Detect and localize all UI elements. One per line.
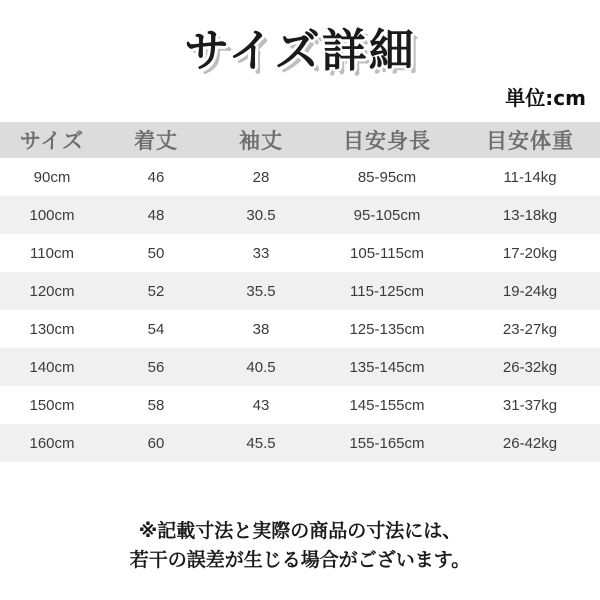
column-header-body-length: 着丈 [104, 122, 208, 158]
table-row [0, 424, 600, 462]
footer-note [0, 517, 600, 574]
table-row [0, 386, 600, 424]
cell-body-length: 50 [104, 234, 208, 272]
cell-sleeve-length: 33 [208, 234, 314, 272]
cell-sleeve-length: 28 [208, 158, 314, 196]
cell-body-length: 54 [104, 310, 208, 348]
cell-weight: 26-42kg [460, 424, 600, 462]
footer-note-line-2: 若干の誤差が生じる場合がございます。 [129, 548, 471, 571]
cell-size: 150cm [0, 386, 104, 424]
table-row [0, 158, 600, 196]
size-table-body [0, 158, 600, 462]
column-header-height: 目安身長 [314, 122, 460, 158]
cell-sleeve-length: 43 [208, 386, 314, 424]
cell-height: 105-115cm [314, 234, 460, 272]
cell-weight: 19-24kg [460, 272, 600, 310]
cell-weight: 23-27kg [460, 310, 600, 348]
cell-size: 90cm [0, 158, 104, 196]
cell-weight: 13-18kg [460, 196, 600, 234]
unit-note: 単位:cm [505, 86, 586, 110]
cell-weight: 11-14kg [460, 158, 600, 196]
table-header-row [0, 122, 600, 158]
page-title: サイズ詳細 [184, 24, 416, 77]
cell-height: 115-125cm [314, 272, 460, 310]
table-row [0, 310, 600, 348]
cell-sleeve-length: 35.5 [208, 272, 314, 310]
cell-height: 155-165cm [314, 424, 460, 462]
footer-note-line-1: ※記載寸法と実際の商品の寸法には、 [138, 520, 462, 542]
column-header-weight: 目安体重 [460, 122, 600, 158]
cell-size: 140cm [0, 348, 104, 386]
cell-size: 120cm [0, 272, 104, 310]
cell-weight: 26-32kg [460, 348, 600, 386]
cell-sleeve-length: 40.5 [208, 348, 314, 386]
cell-body-length: 56 [104, 348, 208, 386]
cell-height: 145-155cm [314, 386, 460, 424]
cell-body-length: 46 [104, 158, 208, 196]
cell-height: 125-135cm [314, 310, 460, 348]
cell-body-length: 58 [104, 386, 208, 424]
cell-sleeve-length: 30.5 [208, 196, 314, 234]
column-header-sleeve-length: 袖丈 [208, 122, 314, 158]
cell-size: 100cm [0, 196, 104, 234]
cell-height: 85-95cm [314, 158, 460, 196]
cell-weight: 31-37kg [460, 386, 600, 424]
cell-sleeve-length: 38 [208, 310, 314, 348]
size-table-header [0, 122, 600, 158]
page-title-wrap [0, 14, 600, 79]
cell-body-length: 48 [104, 196, 208, 234]
cell-weight: 17-20kg [460, 234, 600, 272]
cell-size: 110cm [0, 234, 104, 272]
cell-sleeve-length: 45.5 [208, 424, 314, 462]
cell-body-length: 52 [104, 272, 208, 310]
cell-height: 95-105cm [314, 196, 460, 234]
table-row [0, 196, 600, 234]
size-table [0, 122, 600, 462]
cell-size: 160cm [0, 424, 104, 462]
cell-height: 135-145cm [314, 348, 460, 386]
table-row [0, 234, 600, 272]
column-header-size: サイズ [0, 122, 104, 158]
cell-size: 130cm [0, 310, 104, 348]
table-row [0, 348, 600, 386]
cell-body-length: 60 [104, 424, 208, 462]
table-row [0, 272, 600, 310]
